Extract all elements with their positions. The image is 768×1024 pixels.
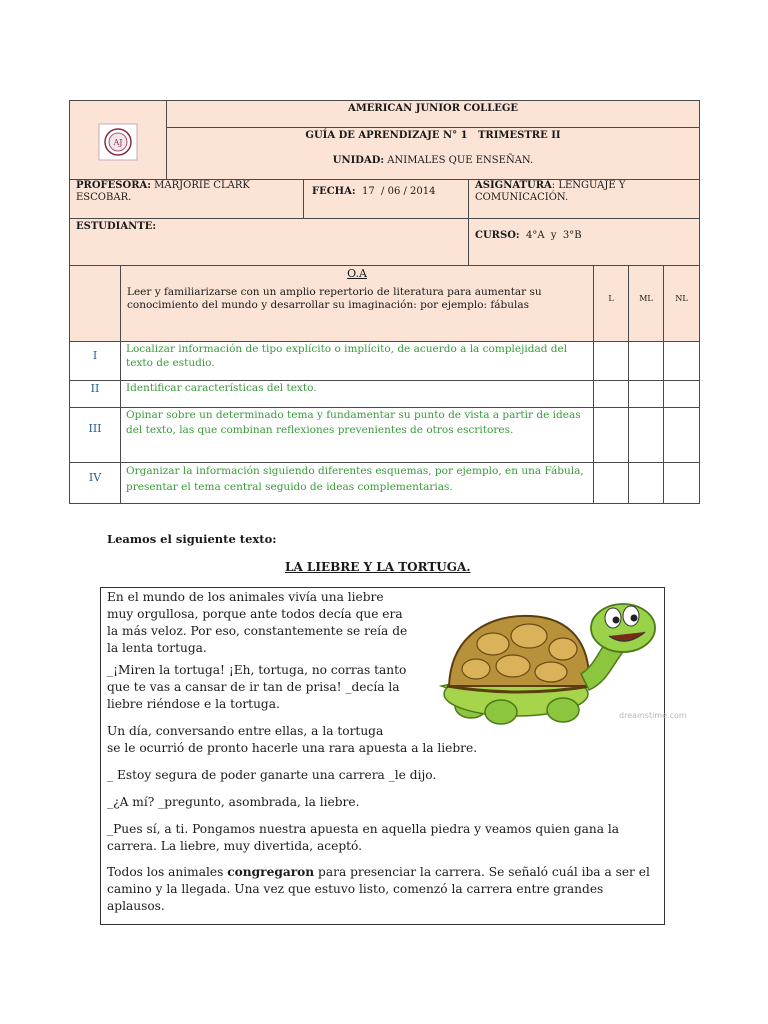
- oa-row-num: I: [69, 341, 121, 381]
- col-l-header: L: [593, 265, 629, 342]
- oa-row-text: Opinar sobre un determinado tema y fundamentar su punto de vista a partir de ideas del texto, las que combinan reflexiones prevenientes de otros escritores.: [120, 407, 594, 463]
- check-nl[interactable]: [663, 380, 700, 408]
- story-paragraph: se le ocurrió de pronto hacerle una rara apuesta a la liebre.: [107, 741, 478, 755]
- check-ml[interactable]: [628, 380, 664, 408]
- check-ml[interactable]: [628, 341, 664, 381]
- check-l[interactable]: [593, 462, 629, 504]
- story-paragraph: Todos los animales congregaron para presenciar la carrera. Se señaló cuál iba a ser el camino y la llegada. Una vez que estuvo listo, comenzó la carrera entre grandes aplausos.: [107, 865, 650, 913]
- story-title: LA LIEBRE Y LA TORTUGA.: [285, 560, 471, 574]
- oa-row-text: Identificar características del texto.: [120, 380, 594, 408]
- watermark-text: dreamstime.com: [619, 711, 687, 720]
- guide-title: GUÍA DE APRENDIZAJE N° 1 TRIMESTRE II UNIDAD: ANIMALES QUE ENSEÑAN.: [166, 127, 700, 180]
- story-paragraph: _¡Miren la tortuga! ¡Eh, tortuga, no corras tanto que te vas a cansar de ir tan de prisa! _decía la liebre riéndose e la tortuga.: [107, 663, 407, 711]
- svg-text:AJ: AJ: [113, 138, 123, 147]
- check-l[interactable]: [593, 407, 629, 463]
- check-nl[interactable]: [663, 462, 700, 504]
- logo-cell: [69, 100, 167, 180]
- story-box: [100, 587, 687, 925]
- oa-row-text: Organizar la información siguiendo diferentes esquemas, por ejemplo, en una Fábula, presentar el tema central seguido de ideas complementarias.: [120, 462, 594, 504]
- story-paragraph: En el mundo de los animales vivía una liebre muy orgullosa, porque ante todos decía que era la más veloz. Por eso, constantemente se reía de la lenta tortuga.: [107, 590, 408, 655]
- col-nl-header: NL: [663, 265, 700, 342]
- oa-num-header: [69, 265, 121, 342]
- oa-title: O.A: [347, 267, 367, 280]
- story-paragraph: Un día, conversando entre ellas, a la tortuga: [107, 724, 384, 738]
- unit-label: UNIDAD:: [332, 155, 385, 166]
- check-nl[interactable]: [663, 341, 700, 381]
- student-cell: ESTUDIANTE:: [69, 218, 469, 266]
- check-ml[interactable]: [628, 462, 664, 504]
- subject-cell: ASIGNATURA: LENGUAJE Y COMUNICACIÓN.: [468, 179, 700, 219]
- oa-row-num: II: [69, 380, 121, 408]
- course-cell: CURSO: 4°A y 3°B: [468, 218, 700, 266]
- oa-header: [120, 265, 594, 342]
- oa-intro: Leer y familiarizarse con un amplio repertorio de literatura para aumentar su conocimiento del mundo y desarrollar su imaginación: por ejemplo: fábulas: [127, 286, 542, 311]
- unit-value: ANIMALES QUE ENSEÑAN.: [384, 155, 534, 166]
- turtle-icon: [431, 594, 687, 734]
- story-paragraph: _ Estoy segura de poder ganarte una carrera _le dijo.: [107, 768, 437, 782]
- date-cell: FECHA: 17 / 06 / 2014: [303, 179, 469, 219]
- check-l[interactable]: [593, 341, 629, 381]
- check-nl[interactable]: [663, 407, 700, 463]
- story-paragraph: _¿A mí? _pregunto, asombrada, la liebre.: [107, 795, 360, 809]
- check-l[interactable]: [593, 380, 629, 408]
- oa-row-text: Localizar información de tipo explícito o implícito, de acuerdo a la complejidad del texto de estudio.: [120, 341, 594, 381]
- oa-row-num: III: [69, 407, 121, 463]
- col-ml-header: ML: [628, 265, 664, 342]
- reading-intro: Leamos el siguiente texto:: [107, 532, 277, 546]
- teacher-cell: PROFESORA: MARJORIE CLARK ESCOBAR.: [69, 179, 304, 219]
- school-logo-icon: [98, 123, 138, 161]
- school-name: AMERICAN JUNIOR COLLEGE: [166, 100, 700, 128]
- oa-row-num: IV: [69, 462, 121, 504]
- check-ml[interactable]: [628, 407, 664, 463]
- story-paragraph: _Pues sí, a ti. Pongamos nuestra apuesta en aquella piedra y veamos quien gana la carrera. La liebre, muy divertida, aceptó.: [107, 822, 620, 853]
